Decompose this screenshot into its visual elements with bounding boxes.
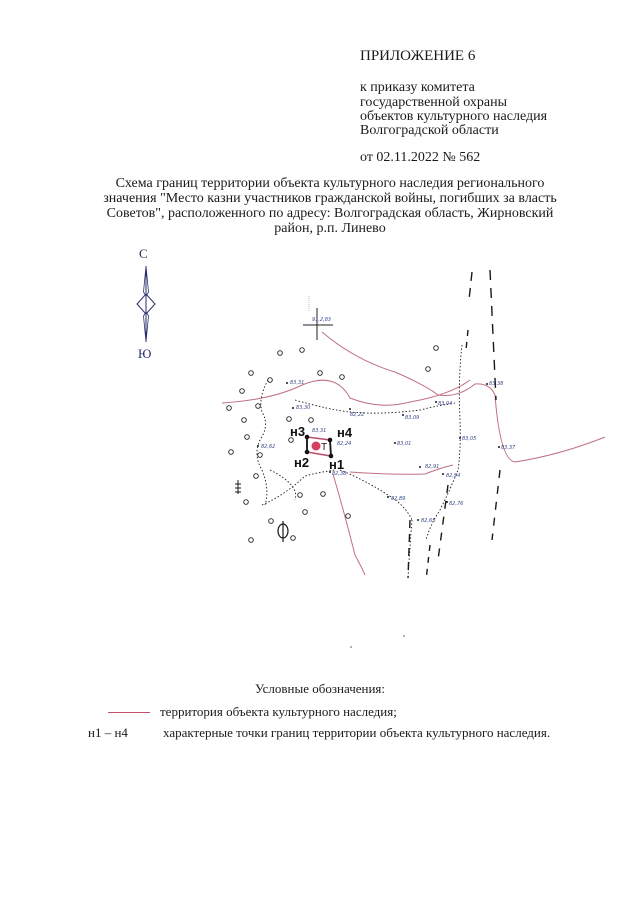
point-n4-label: н4 bbox=[337, 425, 353, 440]
point-n2-marker bbox=[305, 450, 310, 455]
point-n1-label: н1 bbox=[329, 457, 345, 472]
survey-dots bbox=[257, 382, 500, 521]
point-n4-marker bbox=[328, 438, 333, 443]
elevation-label: 83,30 bbox=[296, 405, 311, 411]
order-line-4: Волгоградской области bbox=[360, 123, 499, 138]
elevation-label: 82,22 bbox=[350, 412, 365, 418]
elevation-label: 83,09 bbox=[405, 415, 420, 421]
elevation-label: 83,01 bbox=[397, 441, 412, 447]
object-marker-label: Т bbox=[321, 442, 328, 453]
scheme-title-line-3: Советов", расположенного по адресу: Волгоградская область, Жирновский bbox=[106, 206, 554, 221]
object-marker-icon bbox=[312, 442, 328, 454]
elevation-label: 82,24 bbox=[337, 441, 352, 447]
dashed-lines bbox=[408, 270, 500, 580]
elevation-label: 83,31 bbox=[290, 380, 305, 386]
mark-symbol-icon bbox=[278, 521, 288, 542]
point-n2-label: н2 bbox=[294, 455, 310, 470]
elevation-label: 83,04 bbox=[438, 401, 453, 407]
scheme-title-line-4: район, р.п. Линево bbox=[274, 221, 386, 236]
elevation-label: 82,89 bbox=[391, 496, 406, 502]
appendix-title: ПРИЛОЖЕНИЕ 6 bbox=[360, 48, 476, 64]
scheme-title-line-2: значения "Место казни участников гражданской войны, погибших за власть bbox=[103, 191, 557, 206]
point-n3-label: н3 bbox=[290, 424, 306, 439]
order-line-3: объектов культурного наследия bbox=[360, 109, 548, 124]
legend-title: Условные обозначения: bbox=[254, 681, 386, 696]
compass-south-label: Ю bbox=[138, 346, 152, 361]
elevation-label: 83,37 bbox=[501, 445, 516, 451]
legend-points-text: характерные точки границ территории объекта культурного наследия. bbox=[163, 725, 551, 740]
vegetation-symbols bbox=[235, 480, 241, 494]
order-line-1: к приказу комитета bbox=[360, 80, 475, 95]
elevation-label: 82,94 bbox=[446, 473, 461, 479]
elevation-label: 82,76 bbox=[449, 501, 464, 507]
roads bbox=[222, 332, 605, 575]
elevation-label: 83,38 bbox=[489, 381, 504, 387]
dotted-paths bbox=[257, 345, 462, 578]
point-n3-marker bbox=[305, 435, 310, 440]
elevation-label: 83,31 bbox=[312, 428, 327, 434]
elevation-label: 91,2,83 bbox=[312, 317, 332, 323]
order-date: от 02.11.2022 № 562 bbox=[360, 150, 481, 165]
legend-boundary-text: территория объекта культурного наследия; bbox=[160, 704, 397, 719]
compass-north-label: С bbox=[139, 246, 148, 261]
compass-icon bbox=[137, 246, 155, 361]
elevation-label: 83,05 bbox=[462, 436, 477, 442]
elevation-label: 82,38 bbox=[332, 471, 347, 477]
order-line-2: государственной охраны bbox=[360, 95, 508, 110]
elevation-label: 82,91 bbox=[425, 464, 440, 470]
scheme-title-line-1: Схема границ территории объекта культурного наследия регионального bbox=[115, 176, 545, 191]
specks bbox=[350, 635, 405, 648]
legend-boundary-line bbox=[108, 712, 150, 713]
legend-points-key: н1 – н4 bbox=[88, 725, 128, 740]
elevation-label: 82,62 bbox=[261, 444, 276, 450]
elevation-label: 82,65 bbox=[421, 518, 436, 524]
